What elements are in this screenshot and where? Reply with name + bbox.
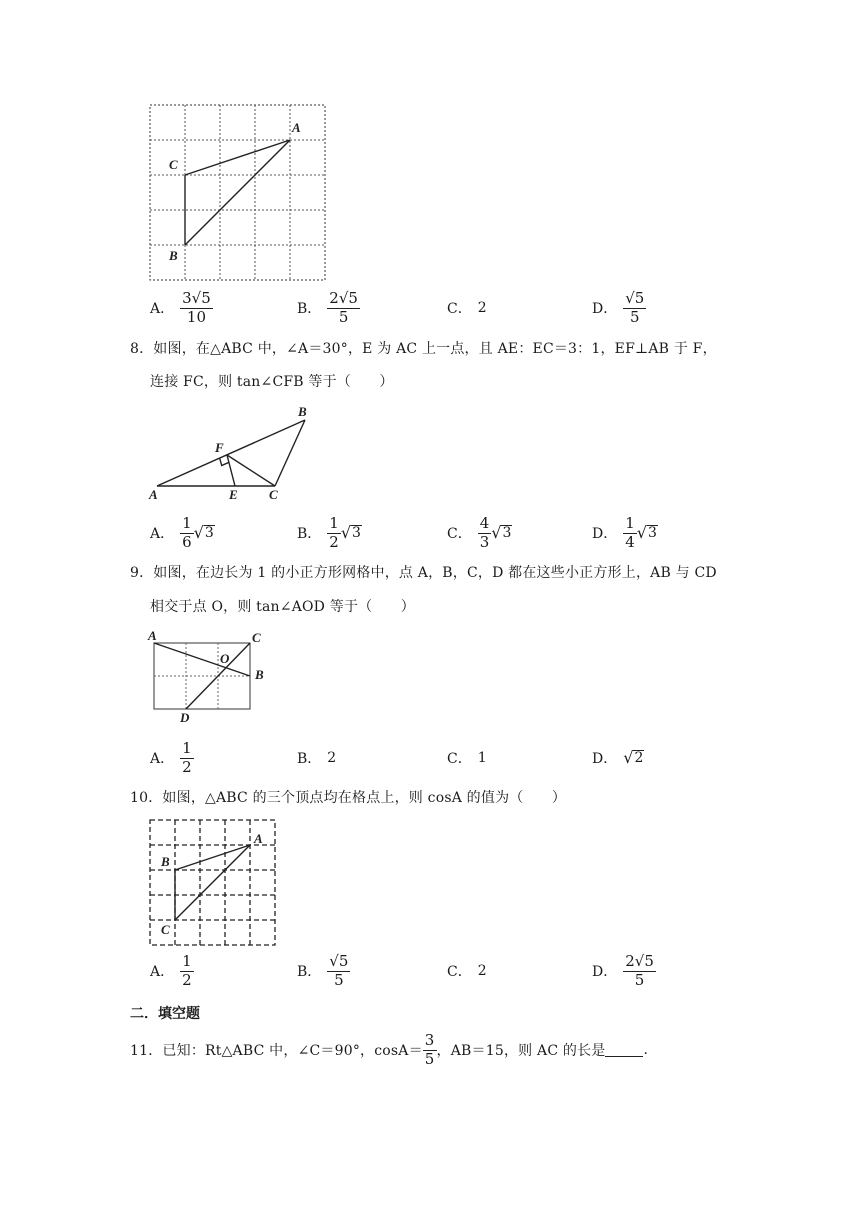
q9-option-d[interactable] xyxy=(592,736,644,780)
square-root: √ 3 xyxy=(193,523,214,542)
numerator: 1 xyxy=(182,951,192,970)
q11-stem-post: ，AB＝15，则 AC 的长是 xyxy=(436,1043,606,1059)
q8-stem-line1: 8．如图，在△ABC 中，∠A＝30°，E 为 AC 上一点，且 AE：EC＝3：1，EF⊥AB 于 F， xyxy=(130,341,717,357)
q8-label-c: C xyxy=(269,487,278,502)
fraction xyxy=(623,288,646,326)
q8-label-b: B xyxy=(298,404,307,419)
q8-options xyxy=(150,511,710,555)
q7-figure xyxy=(145,100,330,285)
option-label: D． xyxy=(592,964,618,980)
q10-label-c: C xyxy=(161,922,170,937)
option-label: B． xyxy=(297,964,322,980)
denominator: 2 xyxy=(182,970,192,989)
numerator: 1 xyxy=(182,513,192,532)
q9-label-d: D xyxy=(180,710,190,725)
option-label: B． xyxy=(297,751,322,767)
q8-option-a[interactable] xyxy=(150,511,215,555)
option-label: B． xyxy=(297,526,322,542)
radicand: 3 xyxy=(204,525,214,542)
denominator: 5 xyxy=(334,970,344,989)
square-root: √ 2 xyxy=(623,748,644,767)
q8-option-b[interactable] xyxy=(297,511,362,555)
numerator: 1 xyxy=(329,513,339,532)
q9-option-c[interactable] xyxy=(447,736,487,780)
q10-stem-line1: 10．如图，△ABC 的三个顶点均在格点上，则 cosA 的值为（ ） xyxy=(130,790,567,806)
q7-option-d[interactable] xyxy=(592,286,646,330)
denominator: 2 xyxy=(182,757,192,776)
option-label: A． xyxy=(150,964,175,980)
q9-figure xyxy=(145,627,275,725)
q7-label-c: C xyxy=(169,157,178,172)
denominator: 5 xyxy=(424,1049,435,1068)
denominator: 5 xyxy=(338,307,349,326)
q7-label-b: B xyxy=(169,248,178,263)
option-label: D． xyxy=(592,301,618,317)
q8-label-e: E xyxy=(229,487,238,502)
option-label: B． xyxy=(297,301,322,317)
numerator: √5 xyxy=(329,951,349,970)
denominator: 10 xyxy=(186,307,206,326)
square-root: √ 3 xyxy=(340,523,361,542)
numerator: 3 xyxy=(424,1030,435,1049)
q7-options xyxy=(150,286,710,330)
option-label: D． xyxy=(592,526,618,542)
radicand: 3 xyxy=(502,525,512,542)
q10-options xyxy=(150,949,710,993)
numerator: 4 xyxy=(479,513,490,532)
q7-option-a[interactable] xyxy=(150,286,213,330)
numerator: √5 xyxy=(625,288,645,307)
q8-label-f: F xyxy=(215,440,224,455)
fraction xyxy=(327,288,360,326)
q8-label-a: A xyxy=(149,487,158,502)
fraction xyxy=(327,951,350,989)
q9-label-c: C xyxy=(252,630,261,645)
q8-option-d[interactable] xyxy=(592,511,658,555)
q9-options xyxy=(150,736,710,780)
numerator: 3√5 xyxy=(182,288,211,307)
q10-option-a[interactable] xyxy=(150,949,194,993)
q10-option-c[interactable] xyxy=(447,949,487,993)
option-label: A． xyxy=(150,301,175,317)
q8-figure xyxy=(145,402,315,502)
option-label: C． xyxy=(447,751,472,767)
square-root: √ 3 xyxy=(491,523,512,542)
fraction xyxy=(623,951,656,989)
numerator: 2√5 xyxy=(625,951,654,970)
option-value: 2 xyxy=(477,300,487,316)
q9-label-o: O xyxy=(220,651,230,666)
q7-option-b[interactable] xyxy=(297,286,360,330)
q8-option-c[interactable] xyxy=(447,511,512,555)
q8-stem-line2: 连接 FC，则 tan∠CFB 等于（ ） xyxy=(150,374,394,390)
q10-label-a: A xyxy=(254,831,263,846)
q9-label-b: B xyxy=(255,667,264,682)
option-label: A． xyxy=(150,751,175,767)
fraction xyxy=(180,288,213,326)
denominator: 4 xyxy=(625,532,635,551)
fraction xyxy=(623,513,637,551)
fraction xyxy=(180,951,194,989)
numerator: 1 xyxy=(625,513,635,532)
q10-option-d[interactable] xyxy=(592,949,656,993)
q7-label-a: A xyxy=(292,120,301,135)
q9-label-a: A xyxy=(148,628,157,643)
q9-option-a[interactable] xyxy=(150,736,194,780)
denominator: 5 xyxy=(634,970,645,989)
fraction xyxy=(180,738,194,776)
square-root: √ 3 xyxy=(636,523,657,542)
radicand: 2 xyxy=(634,750,644,767)
option-label: A． xyxy=(150,526,175,542)
denominator: 6 xyxy=(182,532,192,551)
radicand: 3 xyxy=(647,525,657,542)
numerator: 2√5 xyxy=(329,288,358,307)
numerator: 1 xyxy=(182,738,192,757)
q9-stem-line1: 9．如图，在边长为 1 的小正方形网格中，点 A，B，C，D 都在这些小正方形上，AB 与 CD xyxy=(130,565,717,581)
denominator: 2 xyxy=(329,532,339,551)
option-value: 1 xyxy=(477,750,487,766)
option-label: C． xyxy=(447,301,472,317)
option-value: 2 xyxy=(327,750,337,766)
denominator: 5 xyxy=(630,307,640,326)
option-label: C． xyxy=(447,526,472,542)
denominator: 3 xyxy=(479,532,490,551)
q11-stem xyxy=(130,1030,648,1070)
q7-option-c[interactable] xyxy=(447,286,487,330)
q10-figure xyxy=(145,816,280,946)
fraction xyxy=(180,513,194,551)
q11-stem-end: . xyxy=(643,1042,649,1058)
fraction xyxy=(478,513,492,551)
q9-option-b[interactable] xyxy=(297,736,336,780)
q11-stem-pre: 11．已知：Rt△ABC 中，∠C＝90°，cosA＝ xyxy=(130,1043,423,1059)
q11-fraction xyxy=(423,1030,437,1068)
q11-answer-blank[interactable] xyxy=(605,1044,643,1057)
fraction xyxy=(327,513,341,551)
option-label: C． xyxy=(447,964,472,980)
section-title-fill-in: 二．填空题 xyxy=(130,1006,200,1022)
q10-option-b[interactable] xyxy=(297,949,350,993)
q10-label-b: B xyxy=(161,854,170,869)
option-label: D． xyxy=(592,751,618,767)
q9-stem-line2: 相交于点 O，则 tan∠AOD 等于（ ） xyxy=(150,599,415,615)
option-value: 2 xyxy=(477,963,487,979)
radicand: 3 xyxy=(352,525,361,542)
